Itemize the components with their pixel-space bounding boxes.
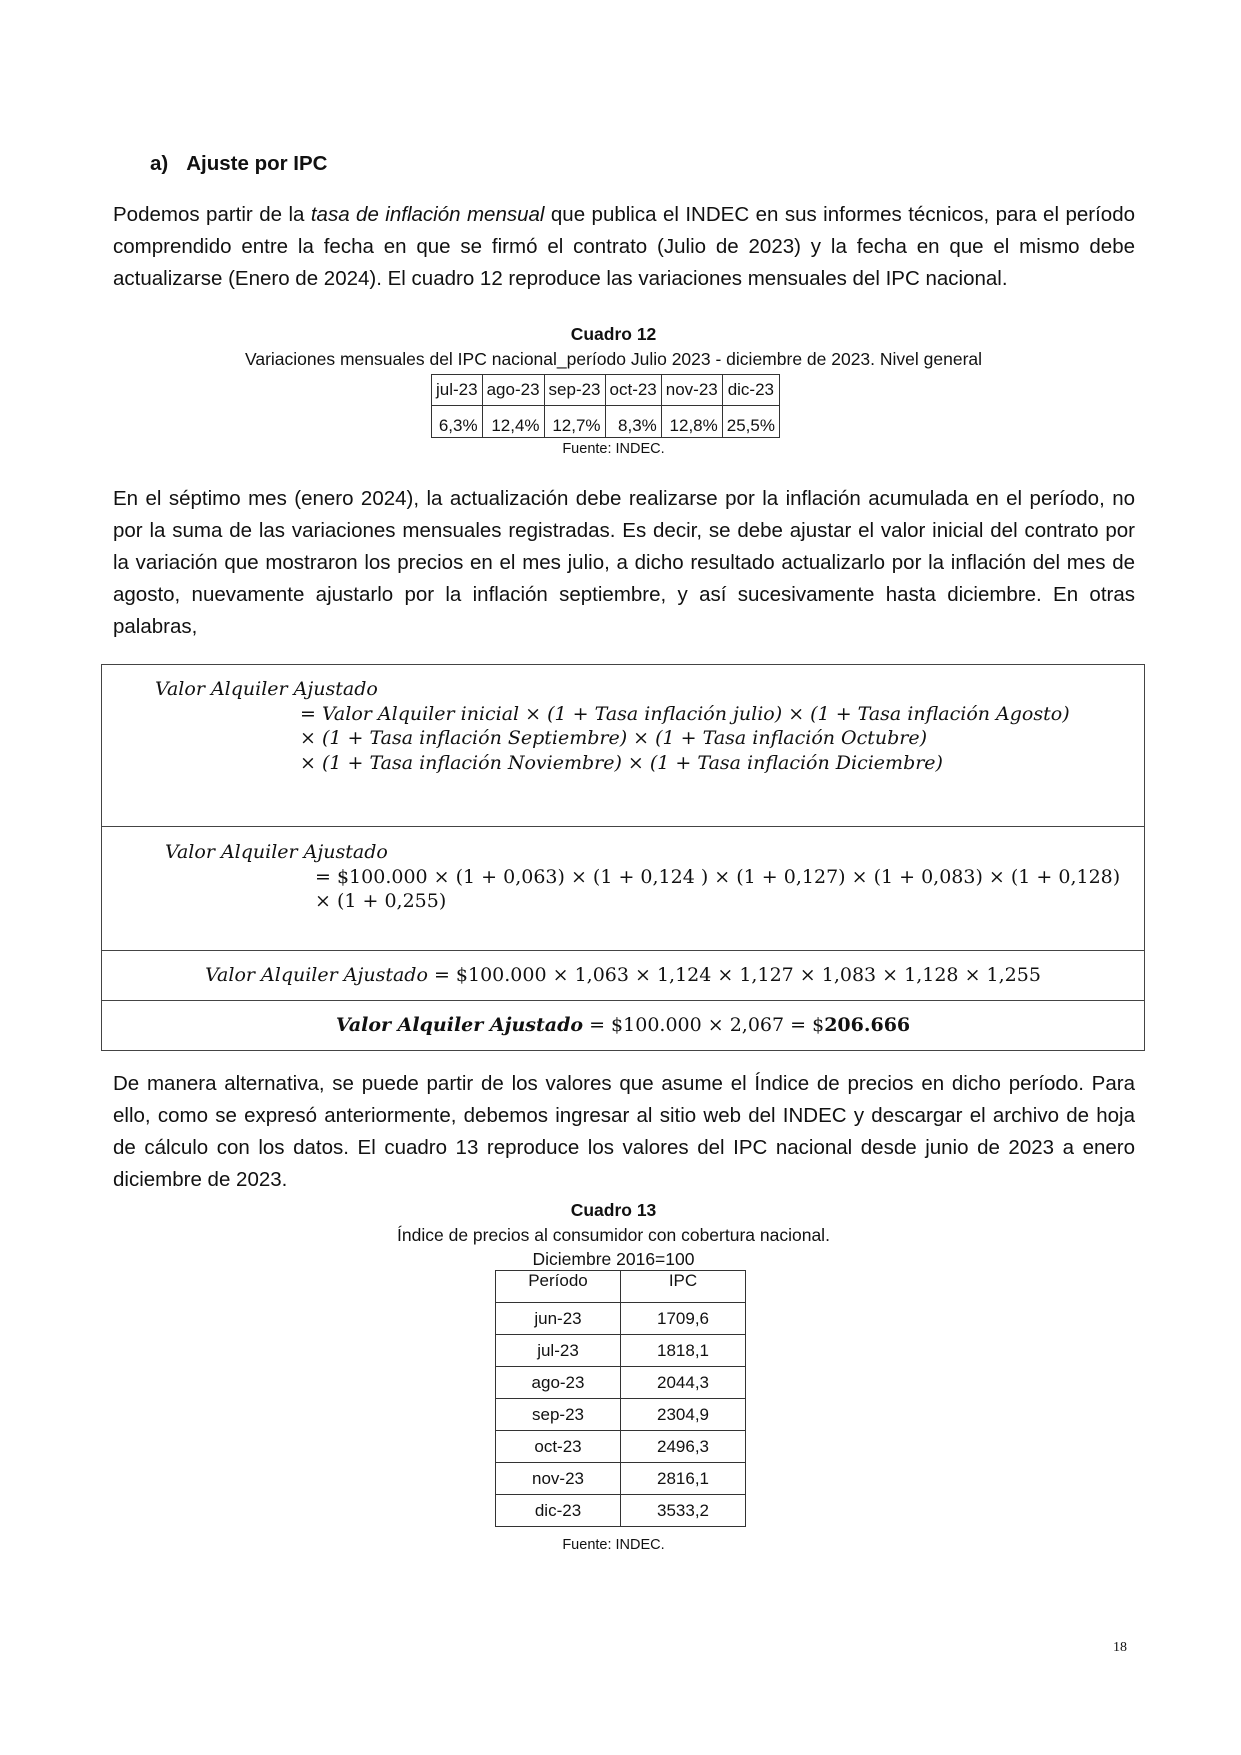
table13-period-cell: oct-23 — [496, 1431, 621, 1463]
table13-header-row — [496, 1271, 746, 1303]
formula-result-mid: = $100.000 × 2,067 = $ — [583, 1014, 825, 1036]
formula-result — [102, 1001, 1144, 1050]
formula-box — [101, 664, 1145, 1051]
table-row — [496, 1399, 746, 1431]
table12-header-cell: jul-23 — [432, 375, 483, 406]
table12-value-cell: 25,5% — [722, 406, 779, 438]
table13-ipc-cell: 1709,6 — [621, 1303, 746, 1335]
table13-subtitle-1: Índice de precios al consumidor con cobertura nacional. — [397, 1225, 830, 1245]
table-row — [496, 1335, 746, 1367]
formula-factors-line — [102, 963, 1144, 988]
table12-value-cell: 6,3% — [432, 406, 483, 438]
table-row — [496, 1463, 746, 1495]
table12-header-cell: ago-23 — [482, 375, 544, 406]
table13-header-cell: Período — [496, 1271, 621, 1303]
formula-substituted-line-1: Valor Alquiler Ajustado — [165, 841, 388, 863]
formula-general-line-4: × (1 + Tasa inflación Noviembre) × (1 + Tasa inflación Diciembre) — [300, 752, 943, 774]
paragraph-intro-italic: tasa de inflación mensual — [310, 203, 545, 226]
table12-value-cell: 12,8% — [661, 406, 722, 438]
formula-general-line-3: × (1 + Tasa inflación Septiembre) × (1 + Tasa inflación Octubre) — [300, 727, 928, 749]
formula-substituted-line-3: × (1 + 0,255) — [315, 890, 447, 912]
paragraph-explanation: En el séptimo mes (enero 2024), la actualización debe realizarse por la inflación acumulada en el período, no por la suma de las variaciones mensuales registradas. Es decir, se debe ajustar el valor inicial del contrato por la variación que mostraron los precios en el mes julio, a dicho resultado actualizarlo por la inflación del mes de agosto, nuevamente ajustarlo por la inflación septiembre, y así sucesivamente hasta diciembre. En otras palabras, — [113, 487, 1135, 638]
table13-ipc-cell: 2304,9 — [621, 1399, 746, 1431]
section-title: Ajuste por IPC — [186, 152, 328, 175]
table13-ipc-cell: 2496,3 — [621, 1431, 746, 1463]
formula-result-value: 206.666 — [824, 1014, 911, 1036]
table13-title: Cuadro 13 — [570, 1200, 657, 1220]
table12-header-cell: oct-23 — [605, 375, 661, 406]
formula-factors-rhs: = $100.000 × 1,063 × 1,124 × 1,127 × 1,083 × 1,128 × 1,255 — [427, 964, 1041, 986]
table13-ipc-cell: 1818,1 — [621, 1335, 746, 1367]
formula-general-line-2: = Valor Alquiler inicial × (1 + Tasa inflación julio) × (1 + Tasa inflación Agosto) — [300, 703, 1070, 725]
paragraph-intro-text-1: Podemos partir de la — [113, 203, 311, 226]
table-row — [496, 1495, 746, 1527]
formula-general — [102, 665, 1144, 827]
paragraph-intro-text-2: que publica el INDEC en sus informes técnicos, para el período comprendido entre la fecha en que se firmó el contrato (Julio de 2023) y la fecha en que el mismo debe actualizarse (Enero de 2024). El cuadro 12 reproduce las variaciones mensuales del IPC nacional. — [113, 203, 1135, 290]
table12-header-cell: dic-23 — [722, 375, 779, 406]
table13-header-cell: IPC — [621, 1271, 746, 1303]
table12-subtitle: Variaciones mensuales del IPC nacional_período Julio 2023 - diciembre de 2023. Nivel general — [244, 349, 983, 369]
table12-header-row — [432, 375, 780, 406]
table12-header-cell: nov-23 — [661, 375, 722, 406]
table13-period-cell: jun-23 — [496, 1303, 621, 1335]
table12-title: Cuadro 12 — [570, 324, 657, 344]
formula-substituted-line-2: = $100.000 × (1 + 0,063) × (1 + 0,124 ) × (1 + 0,127) × (1 + 0,083) × (1 + 0,128) — [315, 866, 1121, 888]
table12-value-cell: 12,4% — [482, 406, 544, 438]
table13-source: Fuente: INDEC. — [562, 1537, 665, 1553]
table12-source: Fuente: INDEC. — [562, 441, 665, 457]
table-row — [496, 1431, 746, 1463]
table13-period-cell: jul-23 — [496, 1335, 621, 1367]
table13-period-cell: ago-23 — [496, 1367, 621, 1399]
table13-subtitle-2: Diciembre 2016=100 — [532, 1249, 695, 1269]
table13-period-cell: sep-23 — [496, 1399, 621, 1431]
table12-header-cell: sep-23 — [544, 375, 605, 406]
page-number: 18 — [1113, 1640, 1127, 1655]
table12 — [431, 374, 780, 438]
table12-value-row — [432, 406, 780, 438]
table-row — [496, 1367, 746, 1399]
table12-value-cell: 8,3% — [605, 406, 661, 438]
formula-factors-lhs: Valor Alquiler Ajustado — [205, 964, 428, 986]
section-heading — [150, 150, 327, 178]
table-row — [496, 1303, 746, 1335]
paragraph-alternative: De manera alternativa, se puede partir de los valores que asume el Índice de precios en dicho período. Para ello, como se expresó anteriormente, debemos ingresar al sitio web del INDEC y descargar el archivo de hoja de cálculo con los datos. El cuadro 13 reproduce los valores del IPC nacional desde junio de 2023 a enero diciembre de 2023. — [113, 1072, 1135, 1191]
formula-general-line-1: Valor Alquiler Ajustado — [155, 678, 378, 700]
formula-factors — [102, 951, 1144, 1001]
table13-period-cell: nov-23 — [496, 1463, 621, 1495]
section-marker: a) — [150, 152, 169, 175]
paragraph-intro — [113, 199, 1135, 295]
formula-result-lhs: Valor Alquiler Ajustado — [335, 1014, 584, 1036]
table13-period-cell: dic-23 — [496, 1495, 621, 1527]
table13 — [495, 1270, 746, 1527]
table13-ipc-cell: 3533,2 — [621, 1495, 746, 1527]
table13-ipc-cell: 2044,3 — [621, 1367, 746, 1399]
table13-ipc-cell: 2816,1 — [621, 1463, 746, 1495]
formula-result-line — [102, 1013, 1144, 1038]
table12-value-cell: 12,7% — [544, 406, 605, 438]
formula-substituted — [102, 827, 1144, 951]
